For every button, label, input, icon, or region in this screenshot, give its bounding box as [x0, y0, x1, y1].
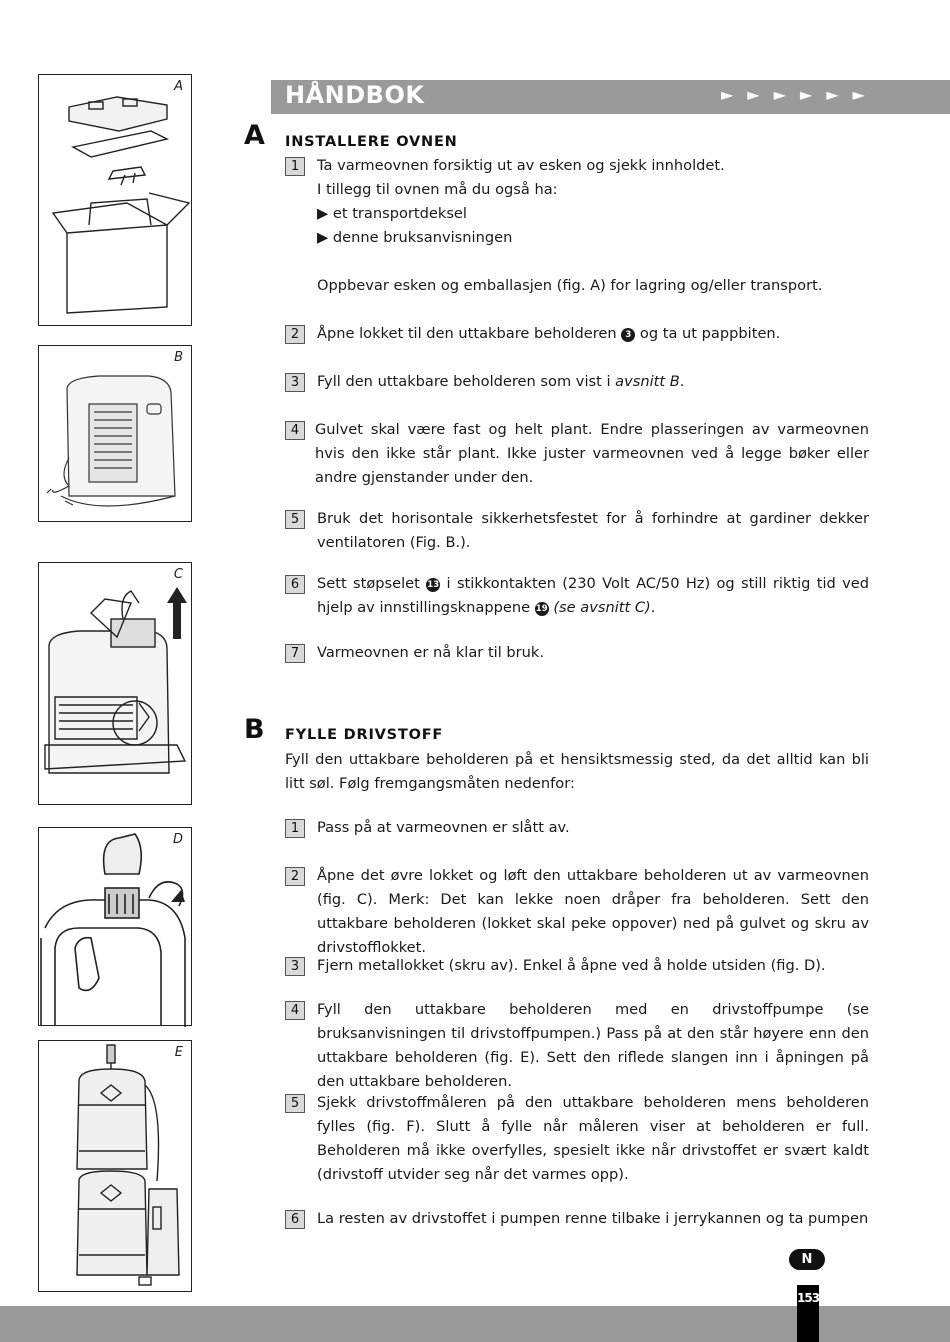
text-part: i stikkontakten (230 Volt AC/50 Hz) og still riktig tid ved hjelp av innstillingsknappene [317, 575, 869, 616]
text-part: Sett støpselet [317, 575, 427, 592]
unscrew-cap-illustration [39, 828, 193, 1027]
italic-reference: avsnitt B [615, 373, 680, 390]
section-a-title: INSTALLERE OVNEN [285, 134, 458, 150]
language-badge: N [789, 1249, 825, 1270]
step-text [317, 370, 869, 394]
heater-remove-tank-illustration [39, 563, 193, 806]
text-part: og ta ut pappbiten. [635, 325, 781, 342]
text-part: Fyll den uttakbare beholderen som vist i [317, 373, 616, 390]
text-line: Oppbevar esken og emballasjen (fig. A) for lagring og/eller transport. [317, 277, 823, 294]
reference-number-badge: 13 [427, 580, 440, 590]
step-text: La resten av drivstoffet i pumpen renne tilbake i jerrykannen og ta pumpen [317, 1210, 869, 1227]
step-number: 5 [285, 1094, 305, 1113]
figure-a [38, 74, 192, 326]
step-number: 4 [285, 421, 305, 440]
text-part: Åpne lokket til den uttakbare beholderen [317, 325, 622, 342]
step-text: Åpne det øvre lokket og løft den uttakbare beholderen ut av varmeovnen (fig. C). Merk: Det kan lekke noen dråper fra beholderen. Sett den uttakbare beholderen (lokket skal peke oppover) ned på gulvet og skru av drivstofflokket. [317, 867, 869, 956]
figure-e [38, 1040, 192, 1292]
reference-number-badge: 19 [535, 604, 548, 614]
step-number: 1 [285, 819, 305, 838]
step-text [317, 154, 869, 298]
text-part: . [650, 599, 656, 616]
step-number: 7 [285, 644, 305, 663]
step-text: Pass på at varmeovnen er slått av. [317, 819, 570, 836]
figure-label: C [173, 567, 183, 582]
step-text: Bruk det horisontale sikkerhetsfestet for å forhindre at gardiner dekker ventilatoren (Fig. B.). [317, 510, 869, 551]
page-title: HÅNDBOK [285, 81, 425, 109]
text-line: Ta varmeovnen forsiktig ut av esken og sjekk innholdet. [317, 157, 725, 174]
pump-refill-illustration [39, 1041, 193, 1293]
figure-label: B [174, 350, 183, 365]
figure-b [38, 345, 192, 522]
step-number: 3 [285, 373, 305, 392]
step-number: 1 [285, 157, 305, 176]
step-number: 4 [285, 1001, 305, 1020]
section-b-title: FYLLE DRIVSTOFF [285, 727, 444, 743]
step-number: 3 [285, 957, 305, 976]
step-number: 5 [285, 510, 305, 529]
blank-line [317, 250, 869, 274]
italic-reference: (se avsnitt C) [548, 599, 651, 616]
box-unpacking-illustration [39, 75, 193, 327]
step-text: Fjern metallokket (skru av). Enkel å åpne ved å holde utsiden (fig. D). [317, 957, 826, 974]
figure-d [38, 827, 192, 1026]
step-text: Fyll den uttakbare beholderen med en drivstoffpumpe (se bruksanvisningen til drivstoffpumpen.) Pass på at den står høyere enn den uttakbare beholderen (fig. E). Sett den riflede slangen inn i åpningen på den uttakbare beholderen. [317, 1001, 869, 1090]
figure-label: A [174, 79, 183, 94]
step-text: Gulvet skal være fast og helt plant. Endre plasseringen av varmeovnen hvis den ikke står plant. Ikke juster varmeovnen ved å legge bøker eller andre gjenstander under den. [315, 421, 869, 486]
step-text: Sjekk drivstoffmåleren på den uttakbare beholderen mens beholderen fylles (fig. F). Slutt å fylle når måleren viser at beholderen er full. Beholderen må ikke overfylles, spesielt ikke når drivstoffet er svært kaldt (drivstoff utvider seg når det varmes opp). [317, 1094, 869, 1183]
section-b-intro: Fyll den uttakbare beholderen på et hensiktsmessig sted, da det alltid kan bli litt søl. Følg fremgangsmåten nedenfor: [285, 751, 869, 792]
step-text: Varmeovnen er nå klar til bruk. [317, 644, 545, 661]
section-b-letter: B [244, 714, 265, 745]
section-a-letter: A [244, 120, 265, 151]
arrow-decoration: ►►►►►► [721, 85, 879, 104]
figure-c [38, 562, 192, 805]
text-line: I tillegg til ovnen må du også ha: [317, 181, 558, 198]
step-number: 6 [285, 575, 305, 594]
bullet-line: ▶ denne bruksanvisningen [317, 229, 513, 246]
step-number: 2 [285, 867, 305, 886]
step-text [317, 322, 869, 346]
bullet-line: ▶ et transportdeksel [317, 205, 467, 222]
figure-label: E [174, 1045, 183, 1060]
text-part: . [679, 373, 685, 390]
figure-label: D [172, 832, 183, 847]
step-text [317, 572, 869, 620]
heater-back-illustration [39, 346, 193, 523]
reference-number-badge: 3 [621, 328, 635, 342]
header-bar [271, 80, 950, 114]
step-number: 6 [285, 1210, 305, 1229]
page-number: 153 [797, 1285, 819, 1342]
step-number: 2 [285, 325, 305, 344]
